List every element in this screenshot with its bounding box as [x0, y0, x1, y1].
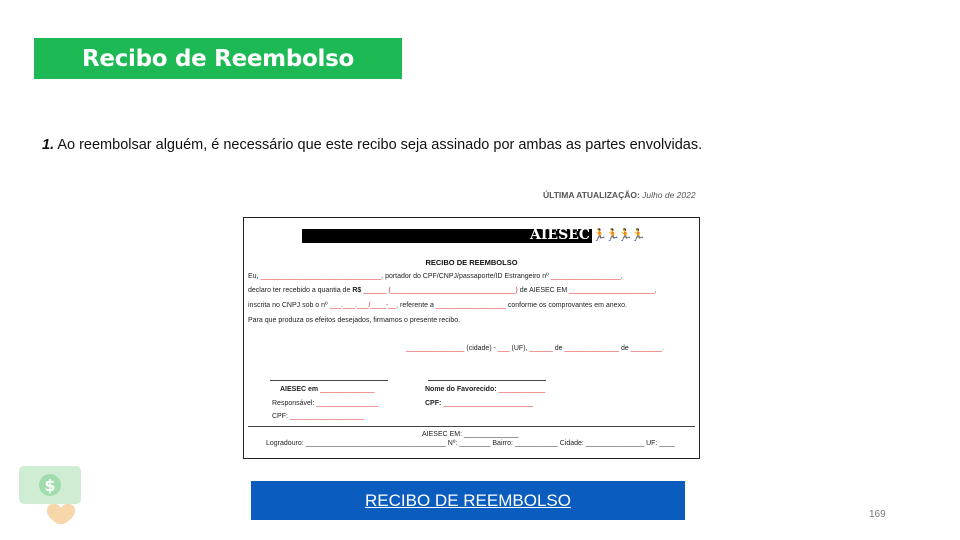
form-text: de — [554, 345, 563, 352]
form-text: (UF), — [511, 345, 528, 352]
form-text: declaro ter recebido a quantia de — [248, 287, 351, 294]
form-date-line — [406, 345, 664, 352]
instruction-text — [42, 137, 702, 153]
form-divider — [248, 426, 695, 427]
left-sig-cpf — [272, 413, 364, 420]
form-text: de AIESEC EM — [519, 287, 568, 294]
receipt-link-button[interactable] — [251, 481, 685, 520]
form-blank: ______________________, — [569, 287, 657, 294]
sig-blank: ____________ — [498, 386, 546, 393]
form-text: portador do CPF/CNPJ/passaporte/ID Estrangeiro nº — [385, 273, 549, 280]
receipt-link-label[interactable]: RECIBO DE REEMBOLSO — [365, 490, 571, 510]
sig-blank: ___________________ — [289, 413, 364, 420]
form-title: RECIBO DE REEMBOLSO — [425, 258, 518, 267]
form-text: (cidade) - — [466, 345, 496, 352]
form-currency: R$ — [352, 287, 362, 294]
form-blank: ___.___.___/____-__, — [329, 302, 399, 309]
update-label: ÚLTIMA ATUALIZAÇÃO: — [543, 190, 640, 200]
sig-label: Responsável: — [272, 400, 315, 407]
form-blank: ______ (________________________________) — [363, 287, 518, 294]
instruction-body: Ao reembolsar alguém, é necessário que este recibo seja assinado por ambas as partes envolvidas. — [57, 137, 703, 153]
update-value: Julho de 2022 — [642, 190, 696, 200]
form-text: conforme os comprovantes em anexo. — [507, 302, 627, 309]
page-title: Recibo de Reembolso — [82, 45, 354, 72]
form-text: de — [620, 345, 629, 352]
sig-label: CPF: — [425, 400, 442, 407]
sig-label: Nome do Favorecido: — [425, 386, 497, 393]
title-banner — [34, 38, 402, 79]
sig-label: CPF: — [272, 413, 288, 420]
update-note — [543, 190, 696, 200]
form-blank: ______________ — [564, 345, 620, 352]
sig-label: AIESEC em — [280, 386, 319, 393]
form-footer-1: AIESEC EM: ______________ — [422, 431, 519, 438]
form-line-1 — [248, 273, 623, 280]
left-sig-responsavel — [272, 400, 379, 407]
form-line-4: Para que produza os efeitos desejados, firmamos o presente recibo. — [248, 317, 461, 324]
sig-blank: _______________________ — [443, 400, 533, 407]
left-signature-rule — [270, 380, 388, 381]
form-text: Eu, — [248, 273, 259, 280]
form-blank: ________. — [630, 345, 664, 352]
form-line-3 — [248, 302, 627, 309]
form-blank: _______________ — [406, 345, 465, 352]
right-signature-rule — [428, 380, 546, 381]
svg-text:$: $ — [44, 476, 56, 495]
instruction-number: 1. — [42, 137, 55, 153]
page-number: 169 — [869, 509, 886, 520]
sig-blank: ________________ — [316, 400, 379, 407]
form-blank: __________________, — [550, 273, 623, 280]
right-sig-cpf — [425, 400, 533, 407]
aiesec-logo: AIESEC — [530, 227, 591, 243]
form-text: inscrita no CNPJ sob o nº — [248, 302, 328, 309]
form-blank: _______________________________, — [260, 273, 384, 280]
people-icon: 🏃🏃🏃🏃 — [592, 228, 644, 242]
money-heart-icon — [17, 464, 83, 524]
right-sig-favorecido — [425, 386, 545, 393]
form-blank: __________________ — [435, 302, 506, 309]
left-sig-aiesec — [280, 386, 375, 393]
form-blank: ______ — [529, 345, 553, 352]
receipt-form-image — [243, 217, 700, 459]
sig-blank: ______________ — [320, 386, 375, 393]
form-footer-2: Logradouro: ____________________________________ Nº: ________ Bairro: ___________ Cidade: _______________ UF: ____ — [266, 440, 675, 447]
form-text: referente a — [400, 302, 434, 309]
form-line-2 — [248, 287, 657, 294]
form-blank: ___ — [497, 345, 510, 352]
